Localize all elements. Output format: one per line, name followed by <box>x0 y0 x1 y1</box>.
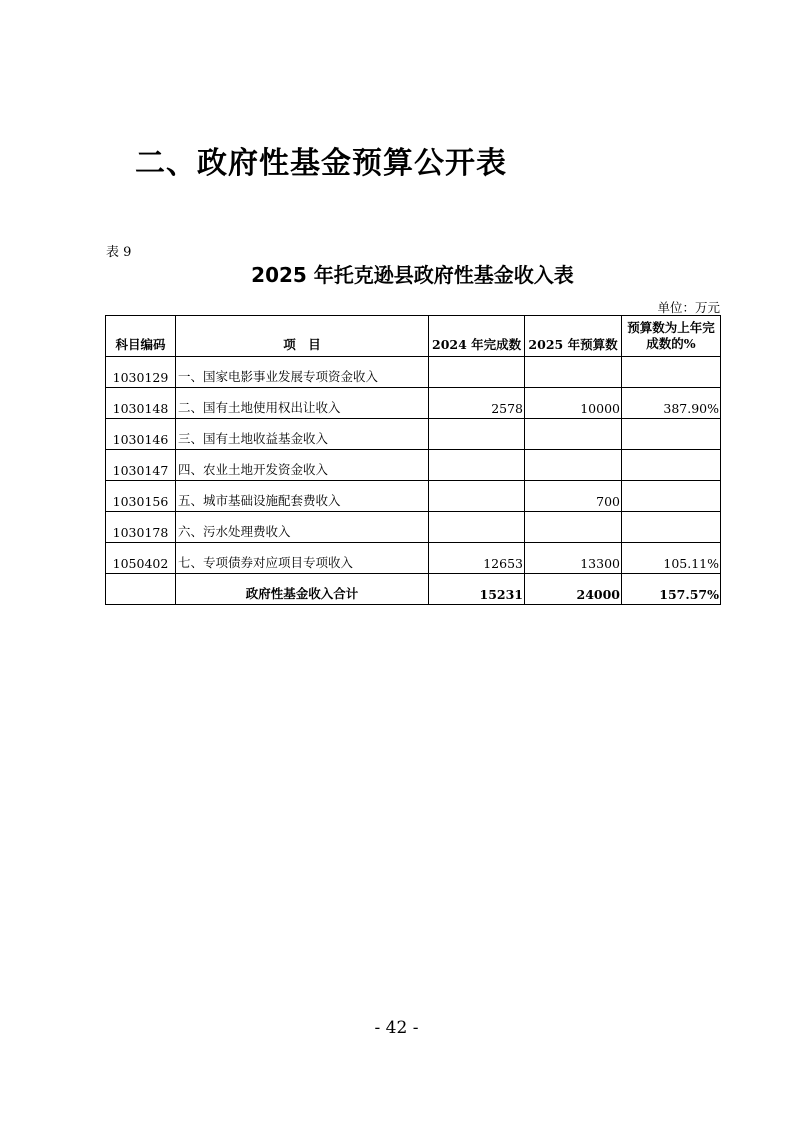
row-budget-2025: 10000 <box>525 388 622 419</box>
page-heading: 二、政府性基金预算公开表 <box>135 146 507 181</box>
total-row <box>106 574 721 605</box>
row-actual-2024 <box>429 357 525 388</box>
row-item: 五、城市基础设施配套费收入 <box>176 481 429 512</box>
row-item: 三、国有土地收益基金收入 <box>176 419 429 450</box>
total-label: 政府性基金收入合计 <box>176 574 429 605</box>
row-budget-2025: 700 <box>525 481 622 512</box>
row-code: 1030146 <box>106 419 176 450</box>
total-code-cell <box>106 574 176 605</box>
unit-label: 单位：万元 <box>657 300 720 315</box>
row-code: 1030148 <box>106 388 176 419</box>
row-code: 1030178 <box>106 512 176 543</box>
row-budget-2025 <box>525 357 622 388</box>
fund-revenue-table <box>105 315 721 605</box>
row-actual-2024 <box>429 450 525 481</box>
total-ratio: 157.57% <box>622 574 721 605</box>
row-code: 1030147 <box>106 450 176 481</box>
table-number: 表 9 <box>106 245 132 260</box>
row-budget-2025: 13300 <box>525 543 622 574</box>
table-title: 2025 年托克逊县政府性基金收入表 <box>251 263 574 287</box>
row-actual-2024: 2578 <box>429 388 525 419</box>
total-actual-2024: 15231 <box>429 574 525 605</box>
row-item: 四、农业土地开发资金收入 <box>176 450 429 481</box>
table-row <box>106 543 721 574</box>
row-ratio <box>622 481 721 512</box>
row-budget-2025 <box>525 450 622 481</box>
table-row <box>106 450 721 481</box>
table-row <box>106 357 721 388</box>
row-budget-2025 <box>525 419 622 450</box>
row-ratio <box>622 450 721 481</box>
table-header-row <box>106 316 721 357</box>
row-code: 1030156 <box>106 481 176 512</box>
row-code: 1050402 <box>106 543 176 574</box>
total-budget-2025: 24000 <box>525 574 622 605</box>
row-budget-2025 <box>525 512 622 543</box>
table-row <box>106 388 721 419</box>
row-item: 二、国有土地使用权出让收入 <box>176 388 429 419</box>
row-ratio <box>622 512 721 543</box>
row-item: 七、专项债券对应项目专项收入 <box>176 543 429 574</box>
row-item: 一、国家电影事业发展专项资金收入 <box>176 357 429 388</box>
row-actual-2024 <box>429 512 525 543</box>
header-code: 科目编码 <box>106 316 176 357</box>
table-row <box>106 481 721 512</box>
header-budget-2025: 2025 年预算数 <box>525 316 622 357</box>
row-actual-2024: 12653 <box>429 543 525 574</box>
row-ratio: 105.11% <box>622 543 721 574</box>
row-code: 1030129 <box>106 357 176 388</box>
header-item: 项 目 <box>176 316 429 357</box>
row-actual-2024 <box>429 419 525 450</box>
page-number: - 42 - <box>374 1018 419 1038</box>
table-row <box>106 512 721 543</box>
row-actual-2024 <box>429 481 525 512</box>
row-ratio: 387.90% <box>622 388 721 419</box>
row-item: 六、污水处理费收入 <box>176 512 429 543</box>
header-ratio: 预算数为上年完成数的% <box>622 316 721 357</box>
header-actual-2024: 2024 年完成数 <box>429 316 525 357</box>
row-ratio <box>622 419 721 450</box>
row-ratio <box>622 357 721 388</box>
table-row <box>106 419 721 450</box>
